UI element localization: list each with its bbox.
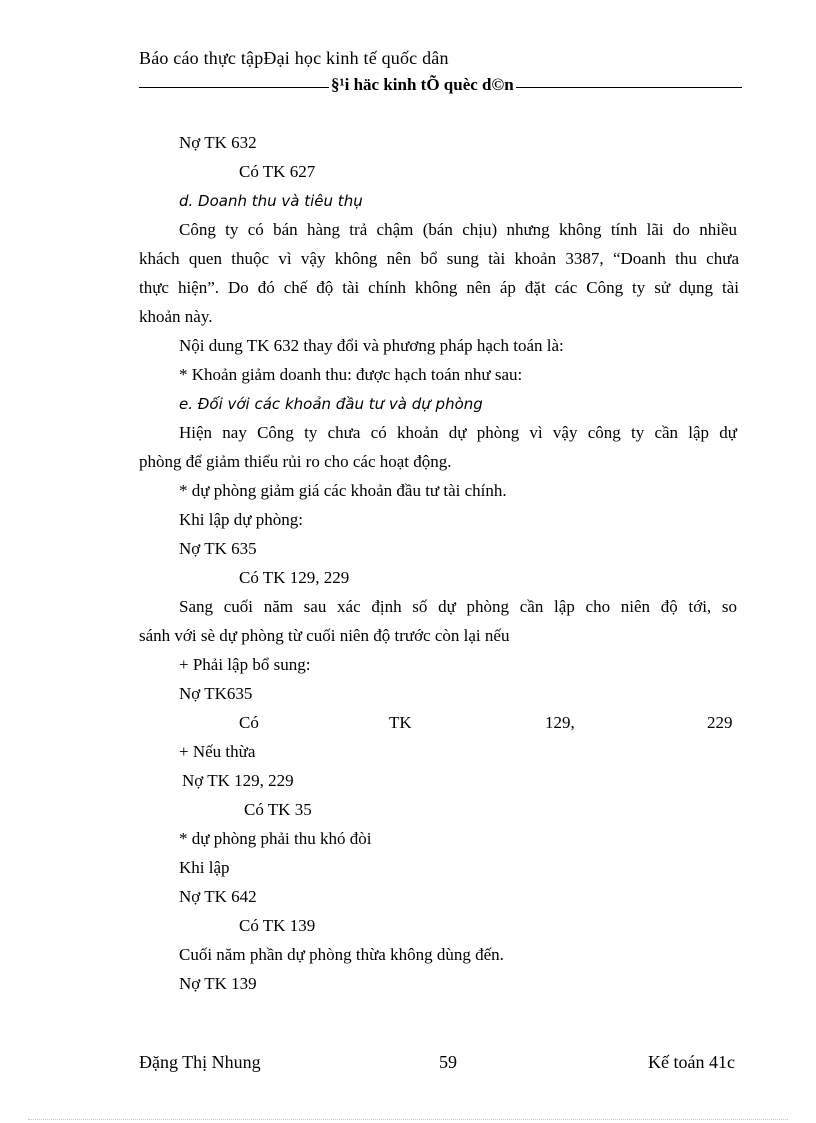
text-line: phòng để giảm thiểu rủi ro cho các hoạt động. [139, 452, 452, 471]
text-line: + Nếu thừa [179, 742, 256, 761]
text-line: * dự phòng phải thu khó đòi [179, 829, 372, 848]
text-line: + Phải lập bổ sung: [179, 655, 311, 674]
text-line: Khi lập [179, 858, 230, 877]
section-heading: e. Đối với các khoản đầu tư và dự phòng [179, 395, 483, 413]
page-footer [139, 1052, 735, 1076]
text-line: sánh với sè dự phòng từ cuối niên độ trước còn lại nếu [139, 626, 510, 645]
text-line: Có TK 627 [239, 162, 316, 181]
text-line: * Khoản giảm doanh thu: được hạch toán như sau: [179, 365, 523, 384]
text-line: Nợ TK 129, 229 [182, 771, 294, 790]
spread-word: 129, [545, 713, 575, 732]
footer-class: Kế toán 41c [648, 1052, 735, 1072]
spread-word: TK [389, 713, 412, 732]
page-number: 59 [439, 1052, 457, 1072]
page-bottom-border [28, 1119, 788, 1120]
spread-word: 229 [707, 713, 733, 732]
text-line: Hiện nay Công ty chưa có khoản dự phòng vì vậy công ty cần lập dự [179, 423, 737, 442]
text-line: Công ty có bán hàng trả chậm (bán chịu) nhưng không tính lãi do nhiều [179, 220, 737, 239]
footer-author: Đặng Thị Nhung [139, 1052, 261, 1072]
text-line: Nợ TK635 [179, 684, 253, 703]
text-line: Khi lập dự phòng: [179, 510, 303, 529]
text-line: Có TK 35 [244, 800, 312, 819]
text-line: Nợ TK 139 [179, 974, 257, 993]
header-subtitle: §¹i häc kinh tÕ quèc d©n [331, 75, 514, 94]
header-title: Báo cáo thực tậpĐại học kinh tế quốc dân [139, 48, 449, 68]
text-line: Sang cuối năm sau xác định số dự phòng cần lập cho niên độ tới, so [179, 597, 737, 616]
text-line: * dự phòng giảm giá các khoản đầu tư tài chính. [179, 481, 507, 500]
text-line: khoản này. [139, 307, 213, 326]
text-line: Nợ TK 635 [179, 539, 257, 558]
text-line: Nợ TK 632 [179, 133, 257, 152]
text-line: Nội dung TK 632 thay đổi và phương pháp hạch toán là: [179, 336, 564, 355]
text-line: Có TK 139 [239, 916, 316, 935]
text-line: thực hiện”. Do đó chế độ tài chính không nên áp đặt các Công ty sử dụng tài [139, 278, 739, 297]
text-line: khách quen thuộc vì vậy không nên bổ sung tài khoản 3387, “Doanh thu chưa [139, 249, 739, 268]
text-line: Có TK 129, 229 [239, 568, 350, 587]
spread-word: Có [239, 713, 259, 732]
section-heading: d. Doanh thu và tiêu thụ [179, 192, 363, 210]
text-line: Cuối năm phần dự phòng thừa không dùng đến. [179, 945, 504, 964]
text-line: Nợ TK 642 [179, 887, 257, 906]
